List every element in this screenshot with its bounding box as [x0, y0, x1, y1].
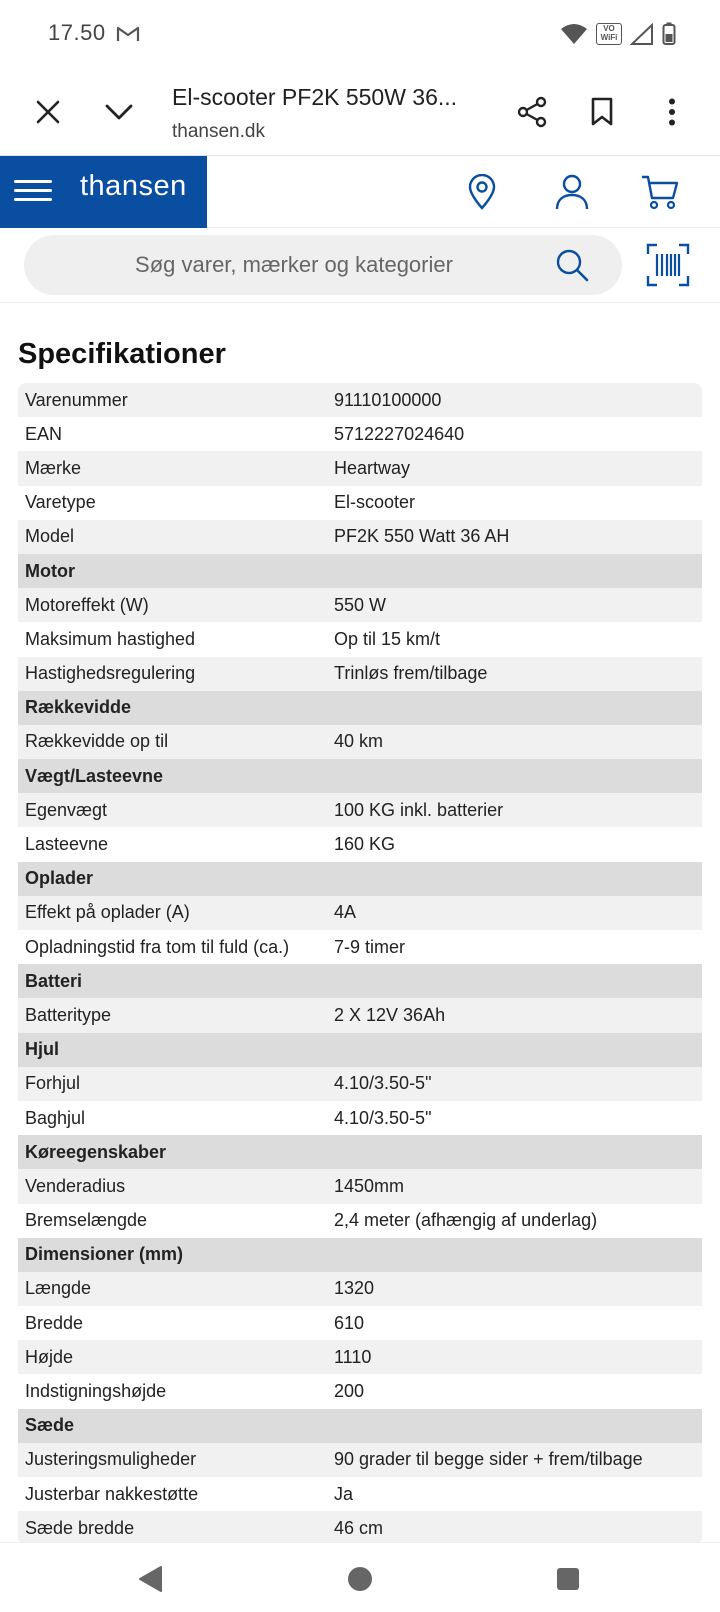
- spec-section-label: Sæde: [25, 1415, 75, 1436]
- user-icon: [555, 174, 589, 210]
- brand-logo[interactable]: thansen: [80, 170, 187, 202]
- spec-row: [18, 1204, 702, 1238]
- tab-url: thansen.dk: [172, 121, 265, 142]
- search-icon: [555, 248, 589, 282]
- barcode-scan-icon: [646, 243, 690, 287]
- spec-value: Op til 15 km/t: [334, 628, 441, 649]
- spec-label: Bredde: [25, 1312, 84, 1333]
- spec-label: Længde: [25, 1278, 92, 1299]
- spec-value: 4A: [334, 902, 357, 923]
- share-button[interactable]: [508, 88, 556, 136]
- spec-section-label: Rækkevidde: [25, 697, 132, 718]
- spec-label: Motoreffekt (W): [25, 594, 149, 615]
- spec-row: [18, 793, 702, 827]
- spec-row: [18, 451, 702, 485]
- spec-label: Lasteevne: [25, 834, 109, 855]
- specifications-heading: Specifikationer: [18, 338, 226, 370]
- back-triangle-icon: [137, 1565, 163, 1593]
- more-options-button[interactable]: [648, 88, 696, 136]
- spec-value: 4.10/3.50-5": [334, 1073, 432, 1094]
- spec-label: Højde: [25, 1346, 74, 1367]
- spec-value: 90 grader til begge sider + frem/tilbage: [334, 1449, 643, 1470]
- spec-value: Trinløs frem/tilbage: [334, 663, 488, 684]
- spec-row: [18, 1306, 702, 1340]
- status-time: 17.50: [48, 20, 106, 45]
- home-circle-icon: [347, 1566, 373, 1592]
- spec-section-header: [18, 1135, 702, 1169]
- spec-label: Model: [25, 526, 75, 547]
- menu-icon-line: [14, 189, 52, 192]
- menu-button[interactable]: [14, 174, 52, 210]
- spec-label: Effekt på oplader (A): [25, 902, 190, 923]
- spec-value: 5712227024640: [334, 423, 465, 444]
- spec-label: Opladningstid fra tom til fuld (ca.): [25, 936, 290, 957]
- search-button[interactable]: [552, 245, 592, 285]
- spec-row: [18, 827, 702, 861]
- status-icons: [560, 22, 676, 46]
- spec-value: 160 KG: [334, 834, 396, 855]
- spec-value: PF2K 550 Watt 36 AH: [334, 526, 510, 547]
- spec-section-label: Vægt/Lasteevne: [25, 765, 164, 786]
- close-icon: [35, 99, 61, 125]
- spec-label: Justerbar nakkestøtte: [25, 1483, 199, 1504]
- spec-section-label: Dimensioner (mm): [25, 1244, 184, 1265]
- spec-label: Varetype: [25, 492, 96, 513]
- spec-row: [18, 1169, 702, 1203]
- system-nav-bar: [0, 1542, 720, 1612]
- wifi-icon: [560, 23, 588, 45]
- spec-row: [18, 417, 702, 451]
- spec-row: [18, 1374, 702, 1408]
- custom-tab-toolbar: [0, 70, 720, 156]
- spec-row: [18, 1101, 702, 1135]
- spec-value: 46 cm: [334, 1517, 384, 1538]
- spec-value: 1110: [334, 1346, 372, 1367]
- spec-label: Hastighedsregulering: [25, 663, 196, 684]
- spec-section-label: Hjul: [25, 1039, 59, 1060]
- spec-row: [18, 998, 702, 1032]
- menu-icon-line: [14, 180, 52, 183]
- spec-value: El-scooter: [334, 492, 416, 513]
- spec-row: [18, 1511, 702, 1545]
- spec-label: Varenummer: [25, 389, 128, 410]
- spec-value: 4.10/3.50-5": [334, 1107, 432, 1128]
- specifications-table: [18, 383, 702, 1545]
- shopping-cart-icon: [640, 174, 680, 210]
- spec-label: Mærke: [25, 457, 82, 478]
- spec-value: 91110100000: [334, 389, 442, 410]
- spec-value: Ja: [334, 1483, 354, 1504]
- divider: [0, 302, 720, 303]
- home-button[interactable]: [340, 1559, 380, 1599]
- spec-section-header: [18, 1033, 702, 1067]
- spec-section-header: [18, 1238, 702, 1272]
- spec-label: Indstigningshøjde: [25, 1381, 167, 1402]
- menu-icon-line: [14, 198, 52, 201]
- spec-section-header: [18, 554, 702, 588]
- signal-icon: [630, 23, 654, 45]
- spec-row: [18, 588, 702, 622]
- barcode-scan-button[interactable]: [646, 243, 690, 287]
- minimize-tab-button[interactable]: [95, 88, 143, 136]
- close-tab-button[interactable]: [24, 88, 72, 136]
- vowifi-badge: [596, 23, 622, 45]
- spec-section-header: [18, 964, 702, 998]
- spec-row: [18, 930, 702, 964]
- spec-section-label: Batteri: [25, 970, 83, 991]
- spec-label: Maksimum hastighed: [25, 628, 196, 649]
- spec-row: [18, 486, 702, 520]
- spec-label: Venderadius: [25, 1175, 126, 1196]
- chevron-down-icon: [105, 103, 133, 121]
- spec-row: [18, 725, 702, 759]
- spec-row: [18, 896, 702, 930]
- store-locator-button[interactable]: [458, 168, 506, 216]
- spec-row: [18, 1067, 702, 1101]
- back-button[interactable]: [130, 1559, 170, 1599]
- spec-section-header: [18, 691, 702, 725]
- spec-section-header: [18, 759, 702, 793]
- spec-label: EAN: [25, 423, 63, 444]
- spec-row: [18, 657, 702, 691]
- spec-value: 100 KG inkl. batterier: [334, 799, 504, 820]
- spec-row: [18, 622, 702, 656]
- bookmark-icon: [590, 97, 614, 127]
- vowifi-badge-bottom: WiFi: [600, 33, 618, 42]
- spec-value: 200: [334, 1381, 365, 1402]
- location-pin-icon: [467, 174, 497, 210]
- spec-label: Justeringsmuligheder: [25, 1449, 197, 1470]
- vowifi-badge-top: VO: [603, 24, 615, 33]
- site-header: [0, 156, 720, 228]
- spec-value: 2 X 12V 36Ah: [334, 1004, 446, 1025]
- spec-row: [18, 520, 702, 554]
- spec-value: 1450mm: [334, 1175, 405, 1196]
- spec-row: [18, 1272, 702, 1306]
- bookmark-button[interactable]: [578, 88, 626, 136]
- spec-value: 7-9 timer: [334, 936, 406, 957]
- spec-section-label: Motor: [25, 560, 75, 581]
- recents-square-icon: [556, 1567, 580, 1591]
- tab-title: El-scooter PF2K 550W 36...: [172, 84, 458, 110]
- spec-section-header: [18, 1409, 702, 1443]
- spec-row: [18, 1477, 702, 1511]
- spec-label: Sæde bredde: [25, 1517, 135, 1538]
- spec-value: 550 W: [334, 594, 387, 615]
- status-bar: [0, 0, 720, 70]
- spec-label: Egenvægt: [25, 799, 108, 820]
- spec-section-label: Oplader: [25, 868, 94, 889]
- spec-label: Baghjul: [25, 1107, 86, 1128]
- spec-row: [18, 1340, 702, 1374]
- search-bar: [24, 235, 622, 295]
- spec-value: Heartway: [334, 457, 411, 478]
- spec-section-header: [18, 862, 702, 896]
- search-input[interactable]: [44, 235, 544, 295]
- spec-value: 610: [334, 1312, 365, 1333]
- cart-button[interactable]: [636, 168, 684, 216]
- spec-row: [18, 1443, 702, 1477]
- share-icon: [516, 96, 548, 128]
- gmail-icon: [116, 25, 140, 43]
- brand-block: [0, 156, 207, 228]
- spec-label: Rækkevidde op til: [25, 731, 169, 752]
- spec-value: 1320: [334, 1278, 375, 1299]
- spec-section-label: Køreegenskaber: [25, 1141, 167, 1162]
- spec-value: 2,4 meter (afhængig af underlag): [334, 1210, 598, 1231]
- spec-label: Bremselængde: [25, 1210, 148, 1231]
- more-vert-icon: [668, 98, 676, 126]
- account-button[interactable]: [548, 168, 596, 216]
- spec-label: Batteritype: [25, 1004, 112, 1025]
- spec-row: [18, 383, 702, 417]
- spec-label: Forhjul: [25, 1073, 81, 1094]
- recents-button[interactable]: [548, 1559, 588, 1599]
- battery-icon: [662, 22, 676, 46]
- spec-value: 40 km: [334, 731, 384, 752]
